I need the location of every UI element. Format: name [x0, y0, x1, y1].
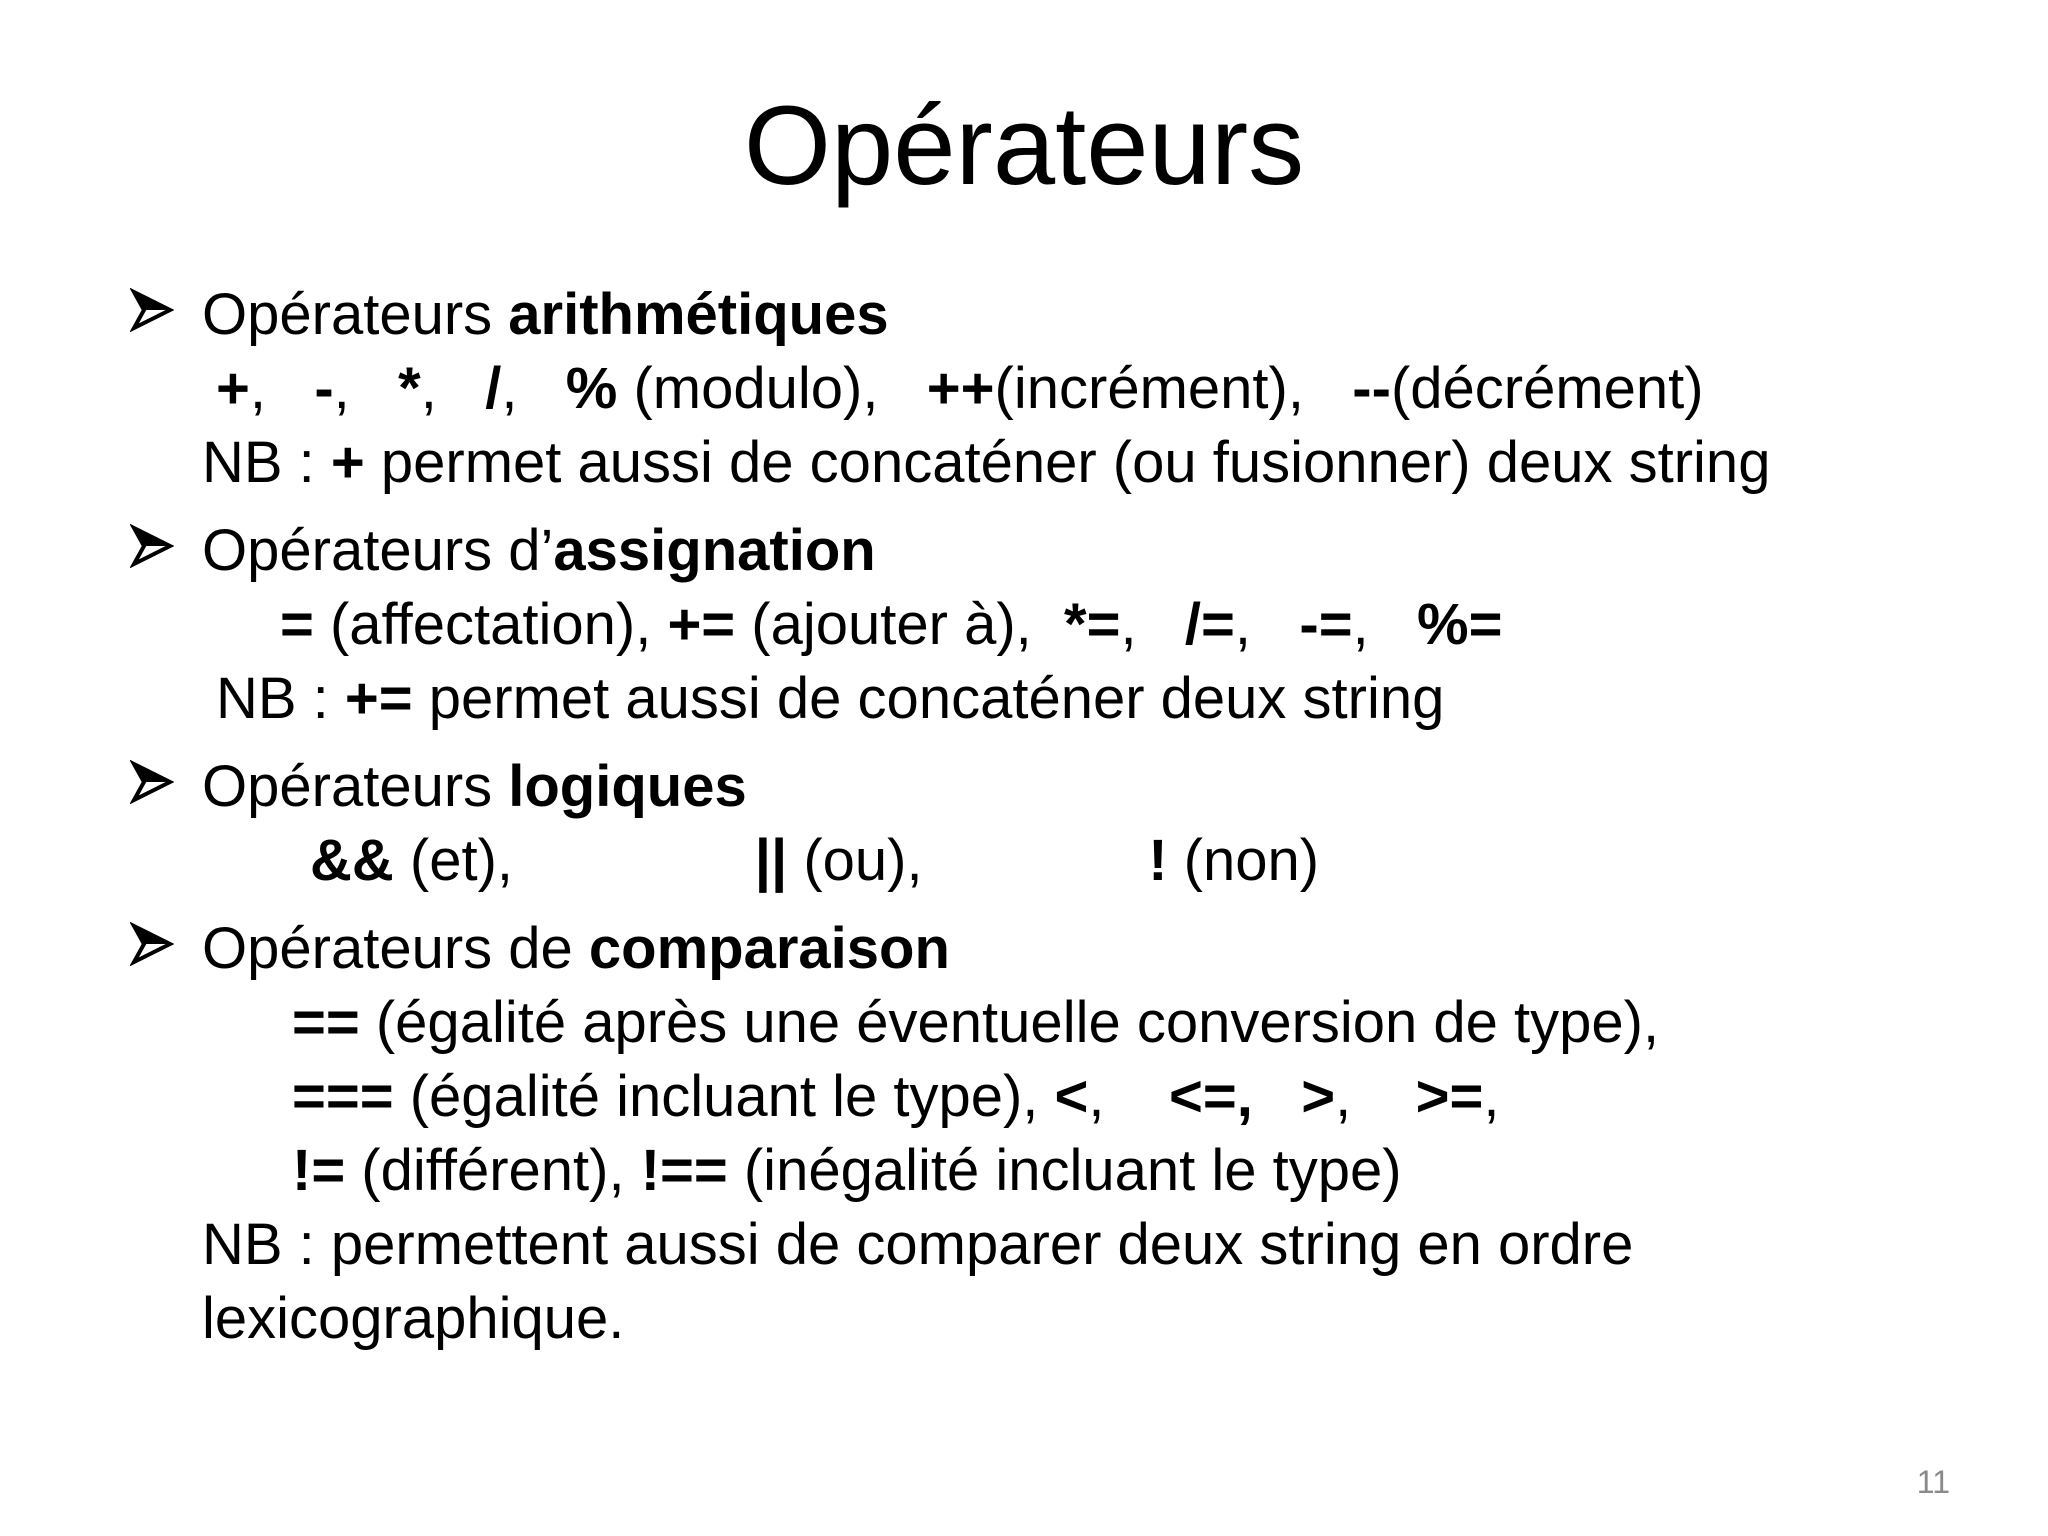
arrow-bullet-icon	[130, 922, 174, 966]
operator-list: && (et), || (ou), ! (non)	[310, 828, 1320, 893]
note-line: lexicographique.	[202, 1286, 625, 1351]
section-heading: Opérateurs logiques	[202, 754, 747, 819]
section-arithmetic	[130, 278, 1990, 500]
slide-content	[130, 278, 1990, 1370]
note-line: NB : permettent aussi de comparer deux string en ordre	[202, 1212, 1634, 1277]
page-number: 11	[1916, 1464, 1950, 1500]
arrow-bullet-icon	[130, 760, 174, 804]
operator-list: === (égalité incluant le type), <, <=, >, >=,	[292, 1064, 1500, 1129]
note-line: NB : += permet aussi de concaténer deux string	[216, 666, 1445, 731]
slide-title: Opérateurs	[743, 83, 1305, 208]
section-heading: Opérateurs d’assignation	[202, 518, 876, 583]
operator-list: +, -, *, /, % (modulo), ++(incrément), --(décrément)	[216, 356, 1704, 421]
section-comparison	[130, 912, 1990, 1356]
section-heading: Opérateurs arithmétiques	[202, 282, 889, 347]
operator-list: = (affectation), += (ajouter à), *=, /=, -=, %=	[280, 592, 1503, 657]
note-line: NB : + permet aussi de concaténer (ou fusionner) deux string	[202, 430, 1771, 495]
arrow-bullet-icon	[130, 288, 174, 332]
operator-list: == (égalité après une éventuelle conversion de type),	[292, 990, 1660, 1055]
arrow-bullet-icon	[130, 524, 174, 568]
section-heading: Opérateurs de comparaison	[202, 916, 950, 981]
section-assignment	[130, 514, 1990, 736]
operator-list: != (différent), !== (inégalité incluant le type)	[292, 1138, 1402, 1203]
section-logical	[130, 750, 1990, 898]
